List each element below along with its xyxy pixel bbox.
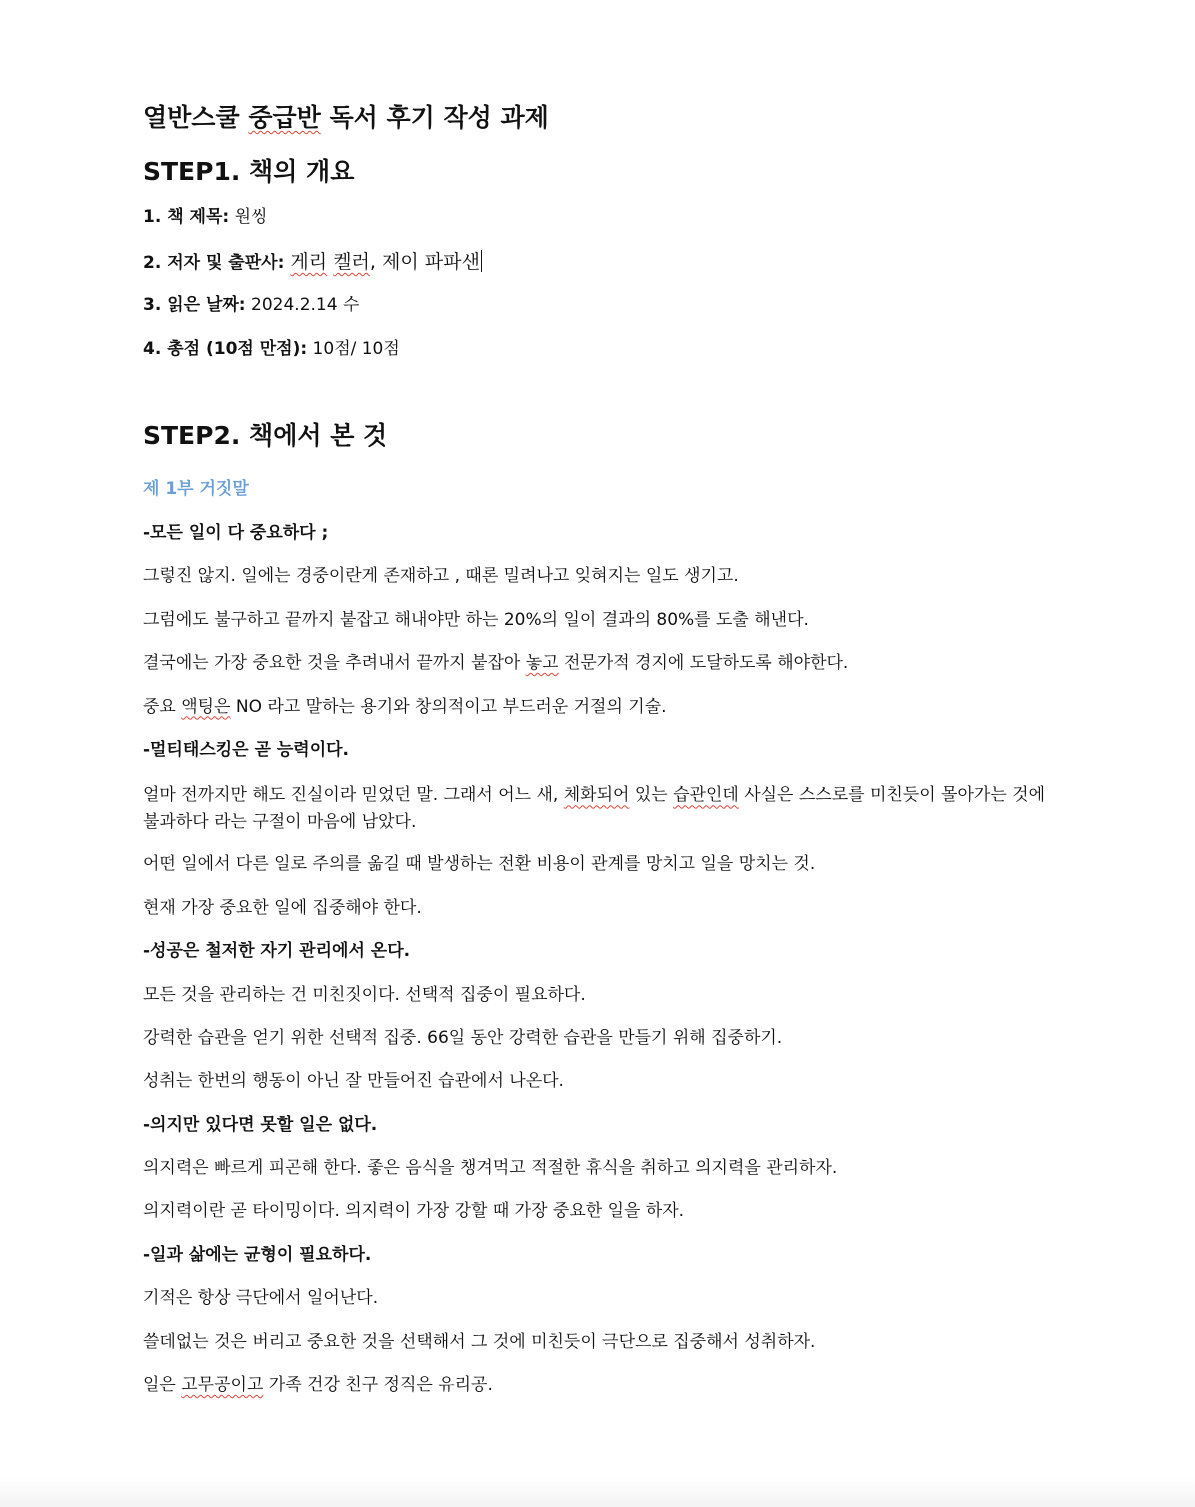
overview-item-date: 3. 읽은 날짜: 2024.2.14 수 [143, 295, 360, 315]
paragraph: 의지력이란 곧 타이밍이다. 의지력이 가장 강할 때 가장 중요한 일을 하자. [143, 1201, 685, 1222]
section-heading: -의지만 있다면 못할 일은 없다. [143, 1114, 378, 1135]
paragraph: 기적은 항상 극단에서 일어난다. [143, 1288, 379, 1309]
paragraph: 결국에는 가장 중요한 것을 추려내서 끝까지 붙잡아 놓고 전문가적 경지에 도달하도록 해야한다. [143, 653, 849, 674]
paragraph: 그럼에도 불구하고 끝까지 붙잡고 해내야만 하는 20%의 일이 결과의 80%를 도출 해낸다. [143, 609, 809, 630]
paragraph: 일은 고무공이고 가족 건강 친구 정직은 유리공. [143, 1375, 493, 1396]
step1-heading: STEP1. 책의 개요 [143, 157, 355, 186]
spellcheck-word[interactable]: 켈러 [333, 251, 370, 273]
paragraph: 현재 가장 중요한 일에 집중해야 한다. [143, 897, 422, 918]
spellcheck-word[interactable]: 고무공이고 [181, 1375, 264, 1396]
sections-container [143, 522, 1063, 1417]
spellcheck-word[interactable]: 체화되어 [563, 785, 630, 806]
document-body[interactable] [143, 96, 1063, 1417]
paragraph: 성취는 한번의 행동이 아닌 잘 만들어진 습관에서 나온다. [143, 1071, 564, 1092]
paragraph: 중요 액팅은 NO 라고 말하는 용기와 창의적이고 부드러운 거절의 기술. [143, 696, 667, 717]
text-cursor [481, 250, 482, 272]
paragraph: 그렇진 않지. 일에는 경중이란게 존재하고 , 때론 밀려나고 잊혀지는 일도 생기고. [143, 566, 739, 587]
paragraph: 쓸데없는 것은 버리고 중요한 것을 선택해서 그 것에 미친듯이 극단으로 집중해서 성취하자. [143, 1331, 816, 1352]
spellcheck-word[interactable]: 습관인데 [673, 785, 739, 806]
paragraph: 모든 것을 관리하는 건 미친짓이다. 선택적 집중이 필요하다. [143, 984, 586, 1005]
paragraph: 의지력은 빠르게 피곤해 한다. 좋은 음식을 챙겨먹고 적절한 휴식을 취하고 의지력을 관리하자. [143, 1158, 838, 1179]
section-heading: -멀티태스킹은 곧 능력이다. [143, 739, 349, 760]
book-overview [143, 206, 1063, 382]
part-title: 제 1부 거짓말 [143, 479, 249, 499]
section-heading: -성공은 철저한 자기 관리에서 온다. [143, 941, 411, 962]
paragraph: 얼마 전까지만 해도 진실이라 믿었던 말. 그래서 어느 새, 체화되어 있는 습관인데 사실은 스스로를 미친듯이 몰아가는 것에 불과하다 라는 구절이 마음에 남았다. [143, 785, 1045, 833]
step2-heading: STEP2. 책에서 본 것 [143, 421, 388, 450]
document-title: 열반스쿨 중급반 독서 후기 작성 과제 [143, 103, 549, 132]
spellcheck-word[interactable]: 게리 [290, 251, 328, 273]
overview-item-score: 4. 총점 (10점 만점): 10점/ 10점 [143, 339, 400, 359]
paragraph: 강력한 습관을 얻기 위한 선택적 집중. 66일 동안 강력한 습관을 만들기 위해 집중하기. [143, 1027, 783, 1048]
section-heading: -일과 삶에는 균형이 필요하다. [143, 1244, 372, 1265]
spellcheck-word[interactable]: 중급반 [248, 103, 321, 132]
spellcheck-word[interactable]: 놓고 [525, 653, 559, 674]
spellcheck-word[interactable]: 액팅은 [181, 696, 231, 717]
overview-item-title: 1. 책 제목: 원씽 [143, 207, 268, 227]
section-heading: -모든 일이 다 중요하다 ; [143, 523, 329, 543]
overview-item-author: 2. 저자 및 출판사: 게리 켈러, 제이 파파샌 [143, 251, 480, 273]
page-bottom-shadow [0, 1477, 1195, 1507]
paragraph: 어떤 일에서 다른 일로 주의를 옮길 때 발생하는 전환 비용이 관계를 망치고 일을 망치는 것. [143, 854, 816, 875]
